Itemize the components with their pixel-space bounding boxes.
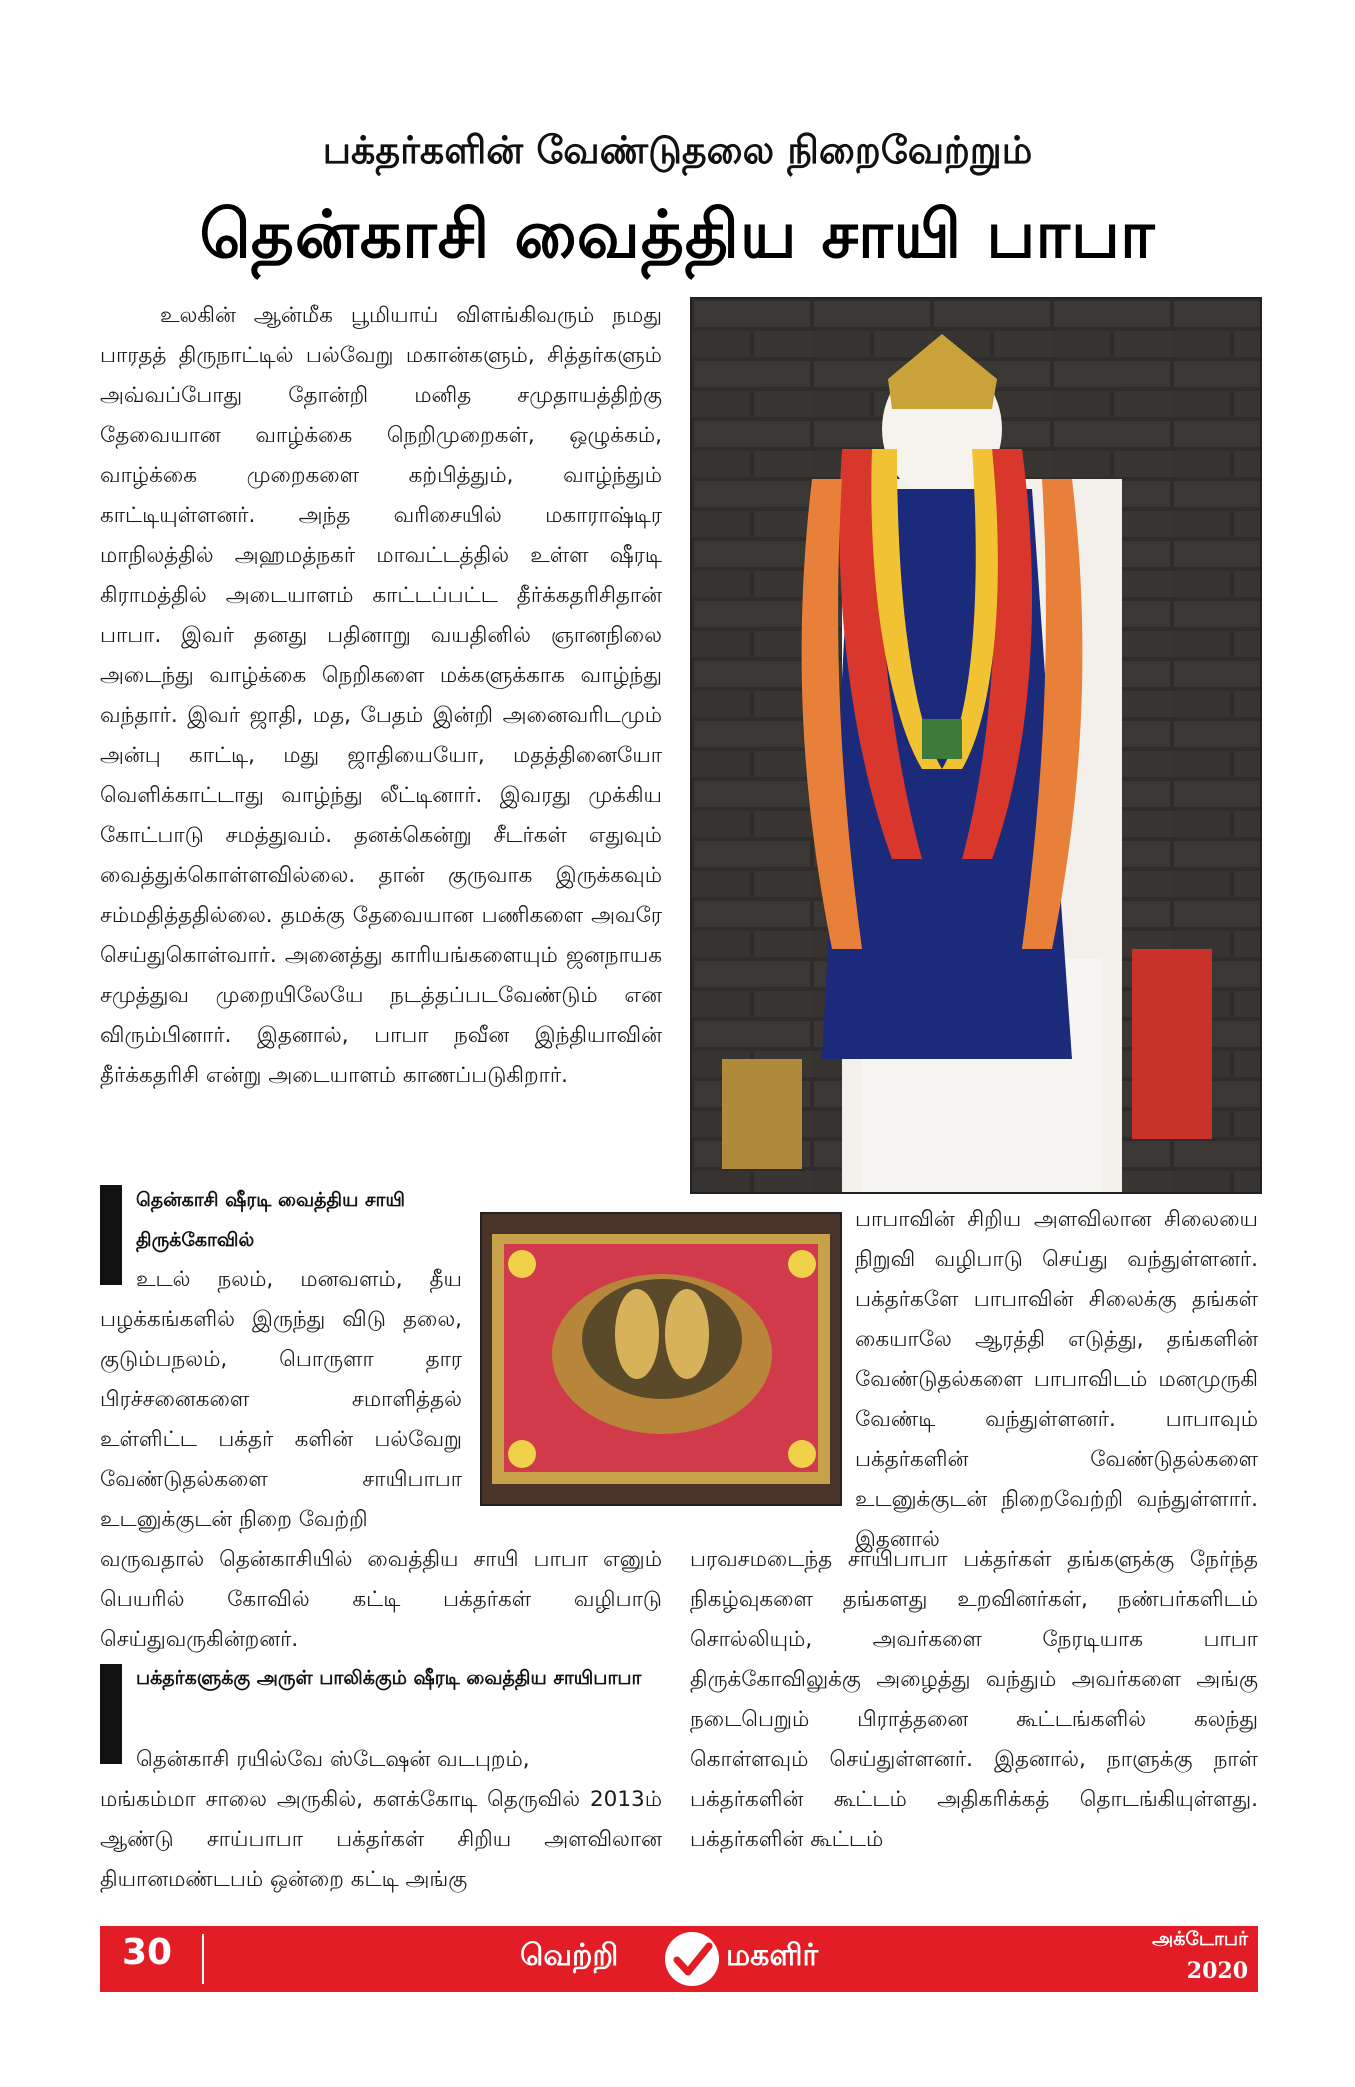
sai-baba-statue-photo	[690, 297, 1262, 1194]
checkmark-logo-icon	[665, 1932, 719, 1986]
issue-year: 2020	[1186, 1958, 1248, 1984]
article-headline: தென்காசி வைத்திய சாயி பாபா	[199, 196, 1156, 273]
right-column-paragraph: பாபாவின் சிறிய அளவிலான சிலையை நிறுவி வழிபாடு செய்து வந்துள்ளனர். பக்தர்களே பாபாவின் சிலைக்கு தங்கள் கையாலே ஆரத்தி எடுத்து, தங்களின் வேண்டுதல்களை பாபாவிடம் மனமுருகி வேண்டி வந்துள்ளனர். பாபாவும் பக்தர்களின் வேண்டுதல்களை உடனுக்குடன் நிறைவேற்றி வந்துள்ளார். இதனால்	[855, 1207, 1258, 1552]
page-number: 30	[122, 1932, 173, 1973]
section-heading-temple: தென்காசி ஷீரடி வைத்திய சாயி திருக்கோவில்	[136, 1189, 405, 1251]
page-footer	[100, 1926, 1258, 1992]
footer-divider	[202, 1934, 204, 1984]
section1-paragraph	[100, 1260, 462, 1540]
section2-paragraph: மங்கம்மா சாலை அருகில், களக்கோடி தெருவில் 2013ம் ஆண்டு சாய்பாபா பக்தர்கள் சிறிய அளவிலான தியானமண்டபம் ஒன்றை கட்டி அங்கு	[100, 1787, 662, 1892]
section-heading-blessings: பக்தர்களுக்கு அருள் பாலிக்கும் ஷீரடி வைத்திய சாயிபாபா	[136, 1667, 642, 1689]
brand-name-right: மகளிர்	[726, 1938, 819, 1973]
section-marker-bar	[100, 1664, 122, 1764]
section2-text-a: தென்காசி ரயில்வே ஸ்டேஷன் வடபுறம்,	[136, 1747, 530, 1772]
intro-paragraph: உலகின் ஆன்மீக பூமியாய் விளங்கிவரும் நமது பாரதத் திருநாட்டில் பல்வேறு மகான்களும், சித்தர்களும் அவ்வப்போது தோன்றி மனித சமுதாயத்திற்கு தேவையான வாழ்க்கை நெறிமுறைகள், ஒழுக்கம், வாழ்க்கை முறைகளை கற்பித்தும், வாழ்ந்தும் காட்டியுள்ளனர். அந்த வரிசையில் மகாராஷ்டிர மாநிலத்தில் அஹமத்நகர் மாவட்டத்தில் உள்ள ஷீரடி கிராமத்தில் அடையாளம் காட்டப்பட்ட தீர்க்கதரிசிதான் பாபா. இவர் தனது பதினாறு வயதினில் ஞானநிலை அடைந்து வாழ்க்கை நெறிகளை மக்களுக்காக வாழ்ந்து வந்தார். இவர் ஜாதி, மத, பேதம் இன்றி அனைவரிடமும் அன்பு காட்டி, மது ஜாதியையோ, மதத்தினையோ வெளிக்காட்டாது வாழ்ந்து லீட்டினார். இவரது முக்கிய கோட்பாடு சமத்துவம். தனக்கென்று சீடர்கள் எதுவும் வைத்துக்கொள்ளவில்லை. தான் குருவாக இருக்கவும் சம்மதித்ததில்லை. தமக்கு தேவையான பணிகளை அவரே செய்துகொள்வார். அனைத்து காரியங்களையும் ஜனநாயக சமுத்துவ முறையிலேயே நடத்தப்படவேண்டும் என விரும்பினார். இதனால், பாபா நவீன இந்தியாவின் தீர்க்கதரிசி என்று அடையாளம் காணப்படுகிறார்.	[100, 303, 662, 1088]
section1-text-a: உடல் நலம், மனவளம், தீய	[136, 1267, 462, 1292]
section1-text-b: பழக்கங்களில் இருந்து விடு தலை, குடும்பநலம், பொருளா தார பிரச்சனைகளை சமாளித்தல் உள்ளிட்ட பக்தர் களின் பல்வேறு வேண்டுதல்களை சாயிபாபா உடனுக்குடன் நிறை வேற்றி	[100, 1307, 462, 1532]
brand-name-left: வெற்றி	[520, 1938, 619, 1973]
issue-month: அக்டோபர்	[1152, 1928, 1248, 1950]
padukas-with-rose-petals-photo	[480, 1212, 842, 1506]
section1-paragraph-cont: வருவதால் தென்காசியில் வைத்திய சாயி பாபா எனும் பெயரில் கோவில் கட்டி பக்தர்கள் வழிபாடு செய்துவருகின்றனர்.	[100, 1547, 662, 1652]
right-column-paragraph-cont: பரவசமடைந்த சாயிபாபா பக்தர்கள் தங்களுக்கு நேர்ந்த நிகழ்வுகளை தங்களது உறவினர்கள், நண்பர்களிடம் சொல்லியும், அவர்களை நேரடியாக பாபா திருக்கோவிலுக்கு அழைத்து வந்தும் அவர்களை அங்கு நடைபெறும் பிராத்தனை கூட்டங்களில் கலந்து கொள்ளவும் செய்துள்ளனர். இதனால், நாளுக்கு நாள் பக்தர்களின் கூட்டம் அதிகரிக்கத் தொடங்கியுள்ளது. பக்தர்களின் கூட்டம்	[690, 1547, 1258, 1852]
article-kicker: பக்தர்களின் வேண்டுதலை நிறைவேற்றும்	[322, 128, 1033, 172]
